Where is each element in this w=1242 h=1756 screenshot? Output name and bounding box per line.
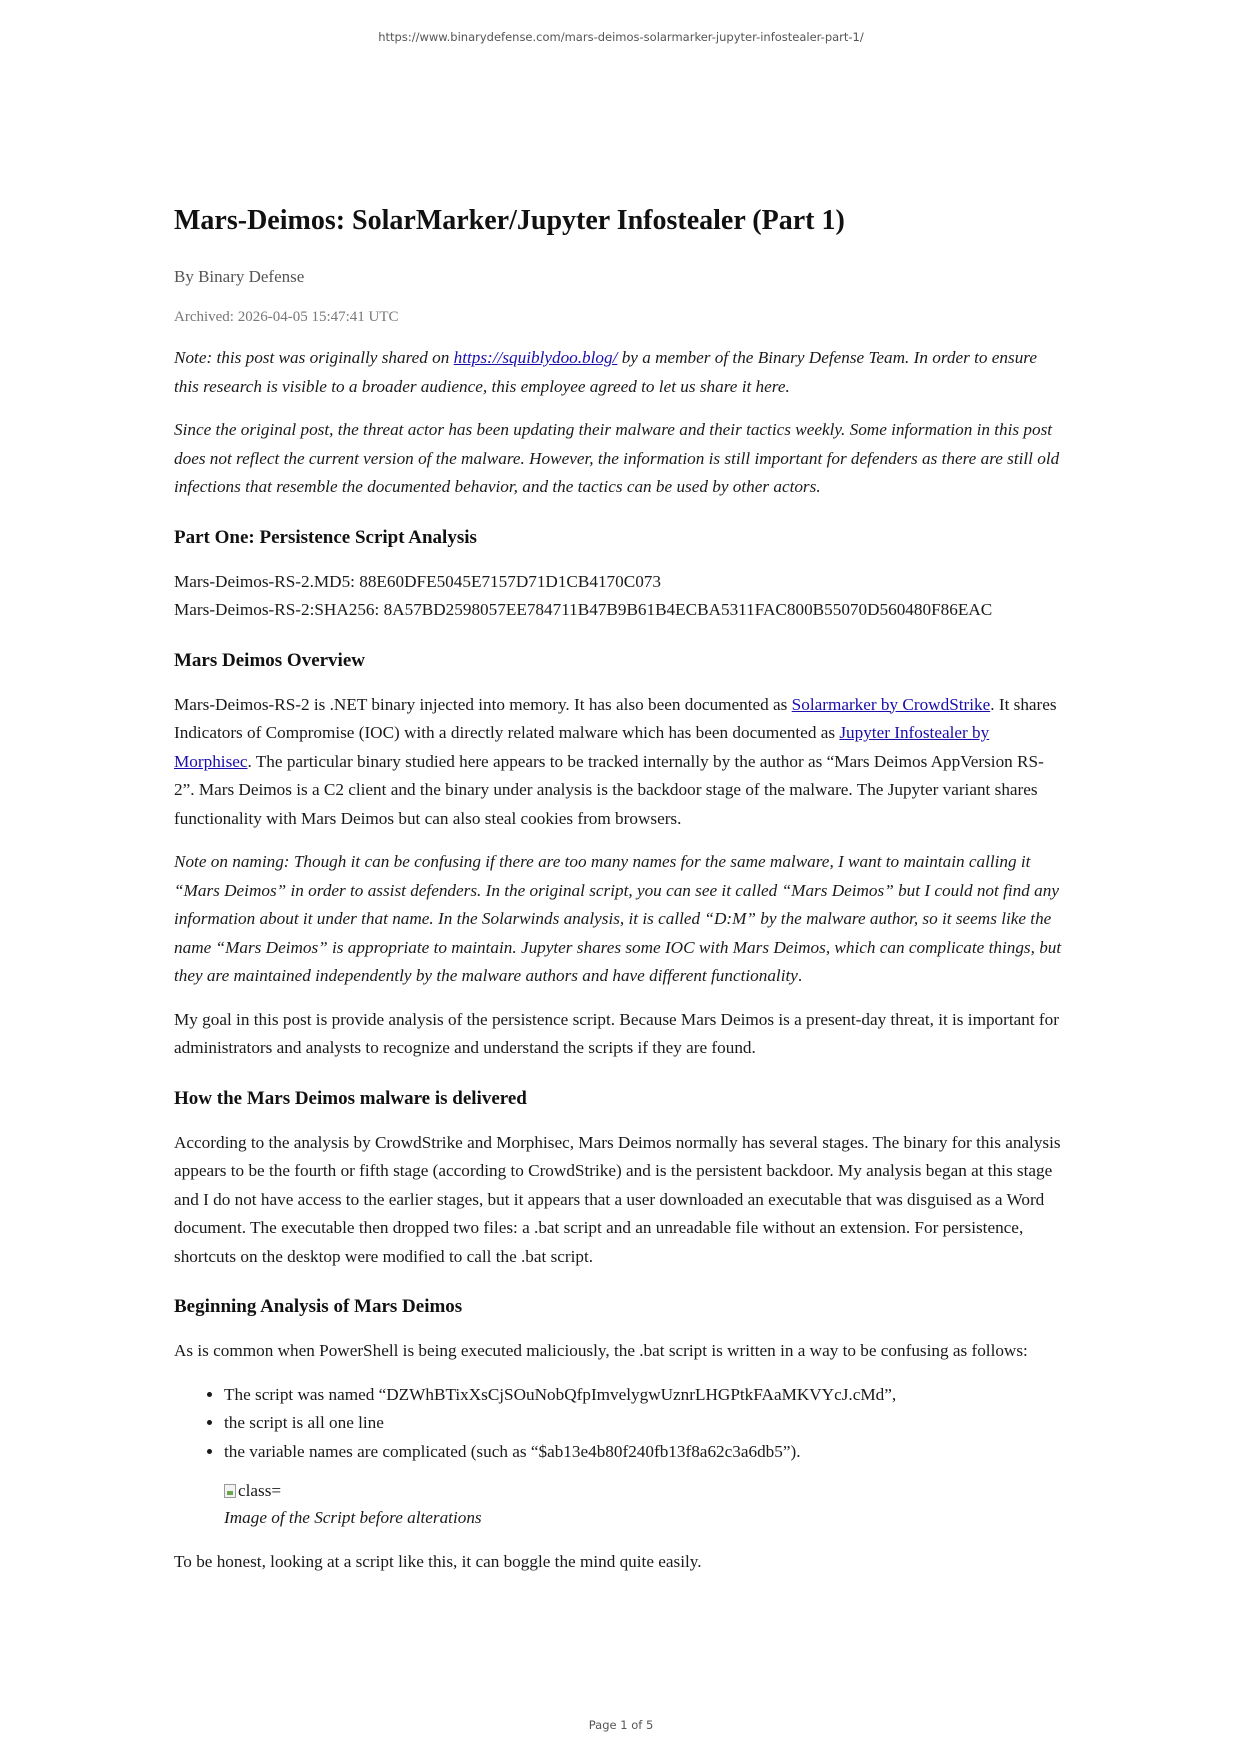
article-title: Mars-Deimos: SolarMarker/Jupyter Infostealer (Part 1) xyxy=(174,205,845,236)
naming-note-text: Note on naming: Though it can be confusing if there are too many names for the same malware, I want to maintain calling it “Mars Deimos” in order to assist defenders. In the original script, you can see it called “Mars Deimos” but I could not find any information about it under that name. In the Solarwinds analysis, it is called “D:M” by the malware author, so it seems like the name “Mars Deimos” is appropriate to maintain. Jupyter shares some IOC with Mars Deimos, which can complicate things, but they are maintained independently by the malware authors and have different functionality xyxy=(174,852,1062,985)
analysis-intro: As is common when PowerShell is being executed maliciously, the .bat script is written in a way to be confusing as follows: xyxy=(174,1341,1028,1360)
list-item: • the script is all one line xyxy=(224,1409,1064,1438)
byline: By Binary Defense xyxy=(174,267,305,286)
page-number: Page 1 of 5 xyxy=(588,1718,654,1732)
jupyter-morphisec-link[interactable]: Jupyter Infostealer by Morphisec xyxy=(174,723,990,771)
broken-image xyxy=(224,1478,1064,1504)
figure-caption: Image of the Script before alterations xyxy=(224,1508,482,1527)
naming-note-period: . xyxy=(797,966,803,985)
section-heading-analysis: Beginning Analysis of Mars Deimos xyxy=(174,1296,463,1317)
repost-note-text: Note: this post was originally shared on xyxy=(174,348,454,367)
hash-md5: Mars-Deimos-RS-2.MD5: 88E60DFE5045E7157D71D1CB4170C073 xyxy=(174,571,661,591)
squiblydoo-blog-link[interactable]: https://squiblydoo.blog/ xyxy=(453,348,618,367)
hash-block xyxy=(174,568,1064,625)
overview-text-3: . The particular binary studied here appears to be tracked internally by the author as “Mars Deimos AppVersion RS-2”. Mars Deimos is a C2 client and the binary under analysis is the backdoor stage of the malware. The Jupyter variant shares functionality with Mars Deimos but can also steal cookies from browsers. xyxy=(174,751,1044,828)
overview-paragraph xyxy=(174,691,1064,834)
list-item: • the variable names are complicated (such as “$ab13e4b80f240fb13f8a62c3a6db5”). xyxy=(224,1438,1064,1467)
overview-text-2: . It shares Indicators of Compromise (IOC) with a directly related malware which has been documented as xyxy=(174,694,1057,742)
article xyxy=(174,196,1064,1592)
repost-note-text-end: by a member of the Binary Defense Team. In order to ensure this research is visible to a broader audience, this employee agreed to let us share it here. xyxy=(174,348,1037,396)
image-alt-text: class= xyxy=(238,1481,282,1500)
naming-note xyxy=(174,848,1064,991)
solarmarker-crowdstrike-link[interactable]: Solarmarker by CrowdStrike xyxy=(791,694,991,714)
section-heading-delivery: How the Mars Deimos malware is delivered xyxy=(174,1087,527,1109)
section-heading-persistence: Part One: Persistence Script Analysis xyxy=(174,526,477,548)
update-note: Since the original post, the threat actor has been updating their malware and their tactics weekly. Some information in this post does not reflect the current version of the malware. However, the information is still important for defenders as there are still old infections that resemble the documented behavior, and the tactics can be used by other actors. xyxy=(174,420,1060,496)
hash-sha256: Mars-Deimos-RS-2:SHA256: 8A57BD2598057EE784711B47B9B61B4ECBA5311FAC800B55070D560480F86EAC xyxy=(174,600,993,619)
list-item: • The script was named “DZWhBTixXsCjSOuNobQfpImvelygwUznrLHGPtkFAaMKVYcJ.cMd”, xyxy=(224,1381,1064,1410)
goal-paragraph: My goal in this post is provide analysis of the persistence script. Because Mars Deimos is a present-day threat, it is important for administrators and analysts to recognize and understand the scripts if they are found. xyxy=(174,1009,1059,1057)
delivery-paragraph: According to the analysis by CrowdStrike and Morphisec, Mars Deimos normally has several stages. The binary for this analysis appears to be the fourth or fifth stage (according to CrowdStrike) and is the persistent backdoor. My analysis began at this stage and I do not have access to the earlier stages, but it appears that a user downloaded an executable that was disguised as a Word document. The executable then dropped two files: a .bat script and an unreadable file without an extension. For persistence, shortcuts on the desktop were modified to call the .bat script. xyxy=(174,1132,1061,1266)
closing-paragraph: To be honest, looking at a script like this, it can boggle the mind quite easily. xyxy=(174,1552,702,1571)
archived-timestamp: Archived: 2026-04-05 15:47:41 UTC xyxy=(174,309,399,325)
repost-note xyxy=(174,344,1064,401)
script-figure xyxy=(224,1478,1064,1532)
script-traits-list xyxy=(174,1381,1064,1467)
section-heading-overview: Mars Deimos Overview xyxy=(174,649,365,671)
broken-image-icon xyxy=(224,1484,236,1498)
page-url-header: https://www.binarydefense.com/mars-deimos-solarmarker-jupyter-infostealer-part-1/ xyxy=(378,30,864,44)
overview-text-1: Mars-Deimos-RS-2 is .NET binary injected into memory. It has also been documented as xyxy=(174,694,792,714)
